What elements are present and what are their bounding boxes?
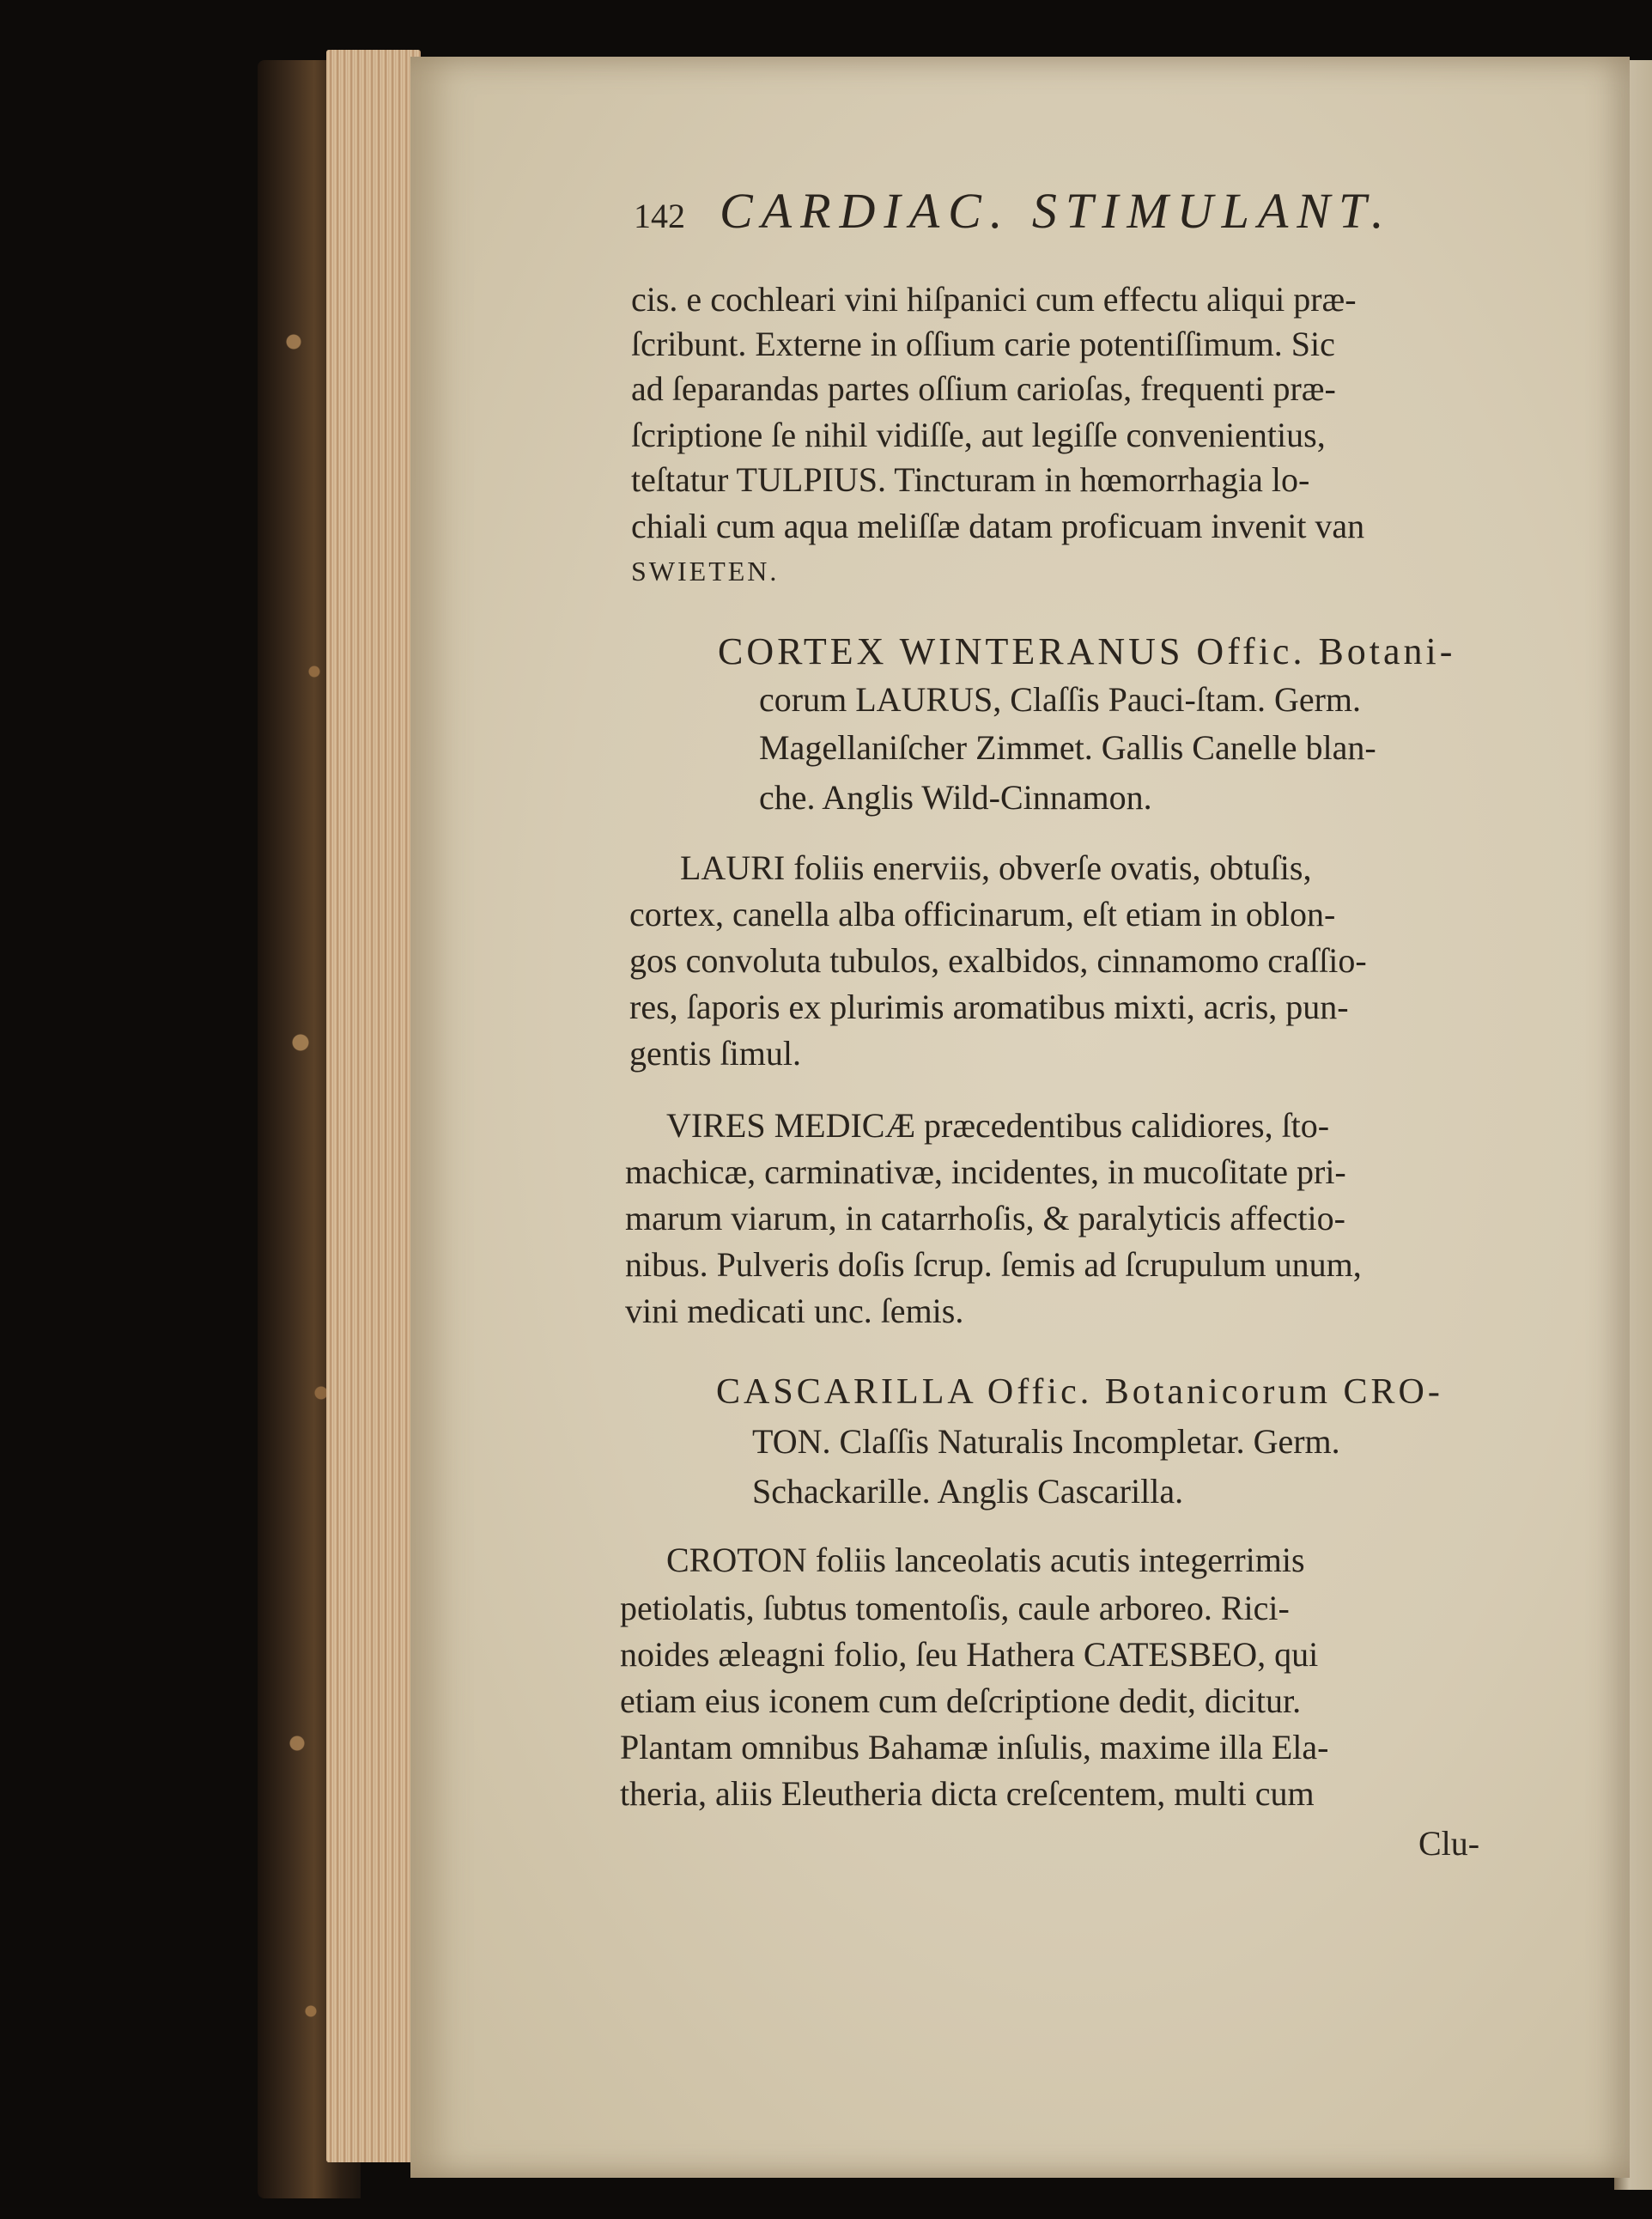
catchword: Clu- [1418,1824,1480,1863]
text-line: petiolatis, ſubtus tomentoſis, caule arboreo. Rici- [620,1589,1290,1627]
text-line: etiam eius iconem cum deſcriptione dedit, dicitur. [620,1681,1302,1720]
text-line: ſcriptione ſe nihil vidiſſe, aut legiſſe convenientius, [631,416,1326,454]
page-number: 142 [634,197,685,235]
running-title: CARDIAC. STIMULANT. [720,183,1393,239]
text-line: noides æleagni folio, ſeu Hathera CATESBEO, qui [620,1635,1319,1674]
text-line: CORTEX WINTERANUS Offic. Botani- [718,630,1456,672]
text-line: gentis ſimul. [629,1034,801,1073]
text-line: teſtatur TULPIUS. Tincturam in hœmorrhagia lo- [631,460,1310,499]
text-line: VIRES MEDICÆ præcedentibus calidiores, ſto- [666,1106,1330,1145]
text-line: nibus. Pulveris doſis ſcrup. ſemis ad ſcrupulum unum, [625,1245,1362,1284]
text-line: machicæ, carminativæ, incidentes, in mucoſitate pri- [625,1152,1346,1191]
text-line: Schackarille. Anglis Cascarilla. [752,1472,1184,1511]
text-line: chiali cum aqua meliſſæ datam proficuam invenit van [631,507,1365,545]
text-line: res, ſaporis ex plurimis aromatibus mixti, acris, pun- [629,988,1349,1026]
text-line: SWIETEN. [631,556,780,587]
text-line: vini medicati unc. ſemis. [625,1292,964,1330]
page-stack-edges [326,50,421,2162]
text-line: marum viarum, in catarrhoſis, & paralyticis affectio- [625,1199,1345,1237]
text-line: Plantam omnibus Bahamæ inſulis, maxime illa Ela- [620,1728,1329,1766]
text-line: che. Anglis Wild-Cinnamon. [759,778,1152,817]
text-line: gos convoluta tubulos, exalbidos, cinnamomo craſſio- [629,941,1367,980]
text-line: cortex, canella alba officinarum, eſt etiam in oblon- [629,895,1336,933]
text-line: ad ſeparandas partes oſſium carioſas, frequenti præ- [631,369,1336,408]
text-line: LAURI foliis enerviis, obverſe ovatis, obtuſis, [680,848,1312,887]
text-line: theria, aliis Eleutheria dicta creſcentem, multi cum [620,1774,1315,1813]
text-line: Magellaniſcher Zimmet. Gallis Canelle blan- [759,728,1376,767]
text-line: CROTON foliis lanceolatis acutis integerrimis [666,1541,1305,1579]
text-line: CASCARILLA Offic. Botanicorum CRO- [716,1372,1443,1412]
text-line: ſcribunt. Externe in oſſium carie potentiſſimum. Sic [631,325,1335,363]
text-line: TON. Claſſis Naturalis Incompletar. Germ. [752,1422,1340,1461]
text-line: corum LAURUS, Claſſis Pauci-ſtam. Germ. [759,680,1362,719]
text-line: cis. e cochleari vini hiſpanici cum effectu aliqui præ- [631,280,1357,319]
